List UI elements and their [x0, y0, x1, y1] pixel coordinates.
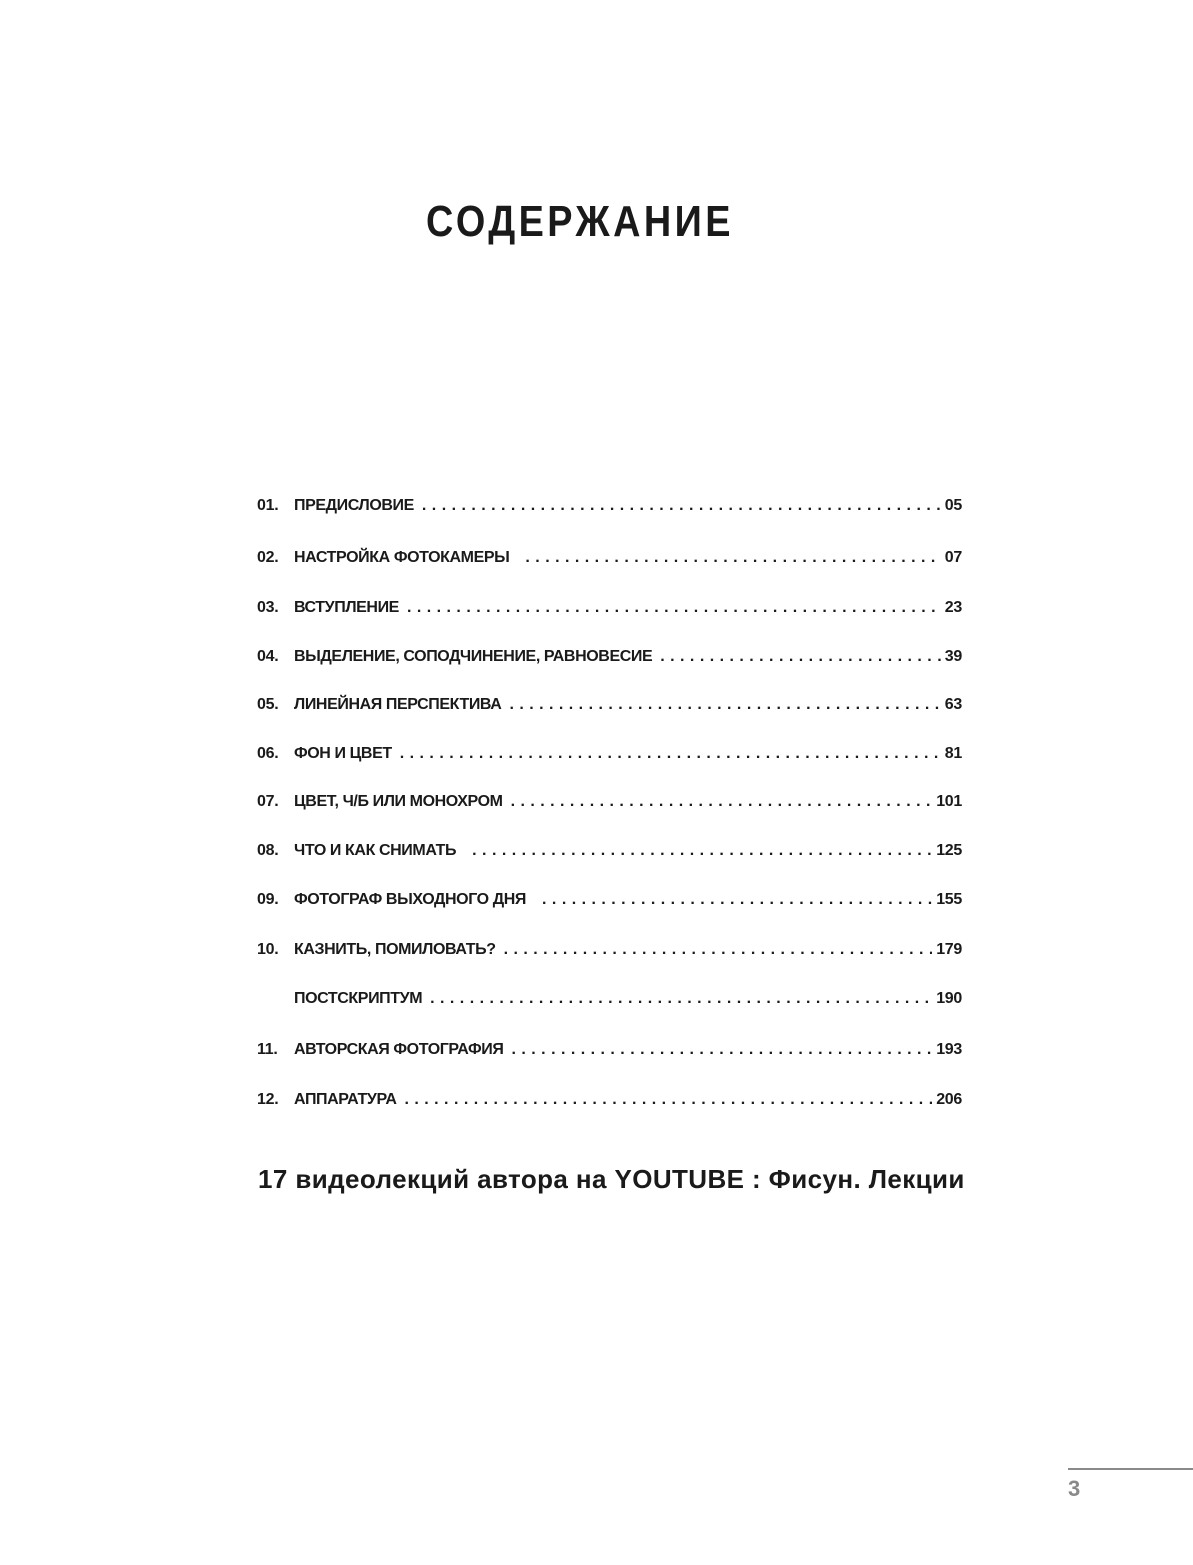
dot-leader — [542, 888, 932, 912]
dot-leader — [512, 1038, 933, 1062]
dot-leader — [509, 693, 940, 717]
toc-title: ЦВЕТ, Ч/Б ИЛИ МОНОХРОМ — [294, 793, 503, 810]
toc-title: ЧТО И КАК СНИМАТЬ — [294, 842, 457, 859]
toc-number: 09. — [257, 891, 279, 908]
dot-leader — [504, 938, 933, 962]
toc-page-number: 125 — [936, 842, 962, 859]
toc-title: АППАРАТУРА — [294, 1091, 397, 1108]
toc-entry-09[interactable] — [257, 888, 962, 912]
toc-number: 05. — [257, 696, 279, 713]
dot-leader — [472, 839, 932, 863]
toc-title: ЛИНЕЙНАЯ ПЕРСПЕКТИВА — [294, 696, 502, 713]
toc-number: 07. — [257, 793, 279, 810]
toc-page-number: 206 — [936, 1091, 962, 1108]
dot-leader — [511, 790, 933, 814]
toc-number: 10. — [257, 941, 279, 958]
toc-number: 11. — [257, 1041, 278, 1058]
toc-entry-11[interactable] — [257, 1038, 962, 1062]
dot-leader — [407, 596, 941, 620]
toc-entry-postscript[interactable] — [257, 987, 962, 1011]
toc-number: 02. — [257, 549, 279, 566]
toc-page-number: 07 — [944, 549, 962, 566]
youtube-lectures-link[interactable]: 17 видеолекций автора на YOUTUBE : Фисун. Лекции — [258, 1164, 965, 1194]
toc-page-number: 101 — [936, 793, 962, 810]
footer-divider — [1068, 1468, 1193, 1470]
toc-entry-05[interactable] — [257, 693, 962, 717]
toc-number: 12. — [257, 1091, 279, 1108]
toc-title: НАСТРОЙКА ФОТОКАМЕРЫ — [294, 549, 510, 566]
toc-entry-12[interactable] — [257, 1088, 962, 1112]
toc-page-number: 39 — [944, 648, 962, 665]
toc-page-number: 81 — [944, 745, 962, 762]
dot-leader — [400, 742, 941, 766]
dot-leader — [404, 1088, 932, 1112]
toc-page-number: 179 — [936, 941, 962, 958]
toc-page-number: 190 — [936, 990, 962, 1007]
dot-leader — [422, 494, 941, 518]
toc-page-number: 05 — [944, 497, 962, 514]
toc-title: ПРЕДИСЛОВИЕ — [294, 497, 414, 514]
dot-leader — [525, 546, 940, 570]
toc-title: ФОН И ЦВЕТ — [294, 745, 392, 762]
toc-entry-03[interactable] — [257, 596, 962, 620]
toc-title: АВТОРСКАЯ ФОТОГРАФИЯ — [294, 1041, 504, 1058]
toc-number: 01. — [257, 497, 279, 514]
toc-entry-04[interactable] — [257, 645, 962, 669]
toc-entry-07[interactable] — [257, 790, 962, 814]
toc-page-number: 155 — [936, 891, 962, 908]
page-title: СОДЕРЖАНИЕ — [426, 197, 734, 247]
toc-page-number: 63 — [944, 696, 962, 713]
toc-page-number: 193 — [936, 1041, 962, 1058]
toc-number: 08. — [257, 842, 279, 859]
toc-entry-06[interactable] — [257, 742, 962, 766]
toc-number: 03. — [257, 599, 279, 616]
toc-title: ВЫДЕЛЕНИЕ, СОПОДЧИНЕНИЕ, РАВНОВЕСИЕ — [294, 648, 653, 665]
toc-number: 06. — [257, 745, 279, 762]
toc-entry-10[interactable] — [257, 938, 962, 962]
toc-page-number: 23 — [944, 599, 962, 616]
toc-title: ФОТОГРАФ ВЫХОДНОГО ДНЯ — [294, 891, 527, 908]
toc-entry-08[interactable] — [257, 839, 962, 863]
toc-number: 04. — [257, 648, 279, 665]
dot-leader — [660, 645, 941, 669]
toc-title: ВСТУПЛЕНИЕ — [294, 599, 399, 616]
toc-title: ПОСТСКРИПТУМ — [294, 990, 423, 1007]
toc-entry-02[interactable] — [257, 546, 962, 570]
page-number: 3 — [1068, 1476, 1081, 1501]
toc-entry-01[interactable] — [257, 494, 962, 518]
dot-leader — [430, 987, 932, 1011]
toc-title: КАЗНИТЬ, ПОМИЛОВАТЬ? — [294, 941, 496, 958]
